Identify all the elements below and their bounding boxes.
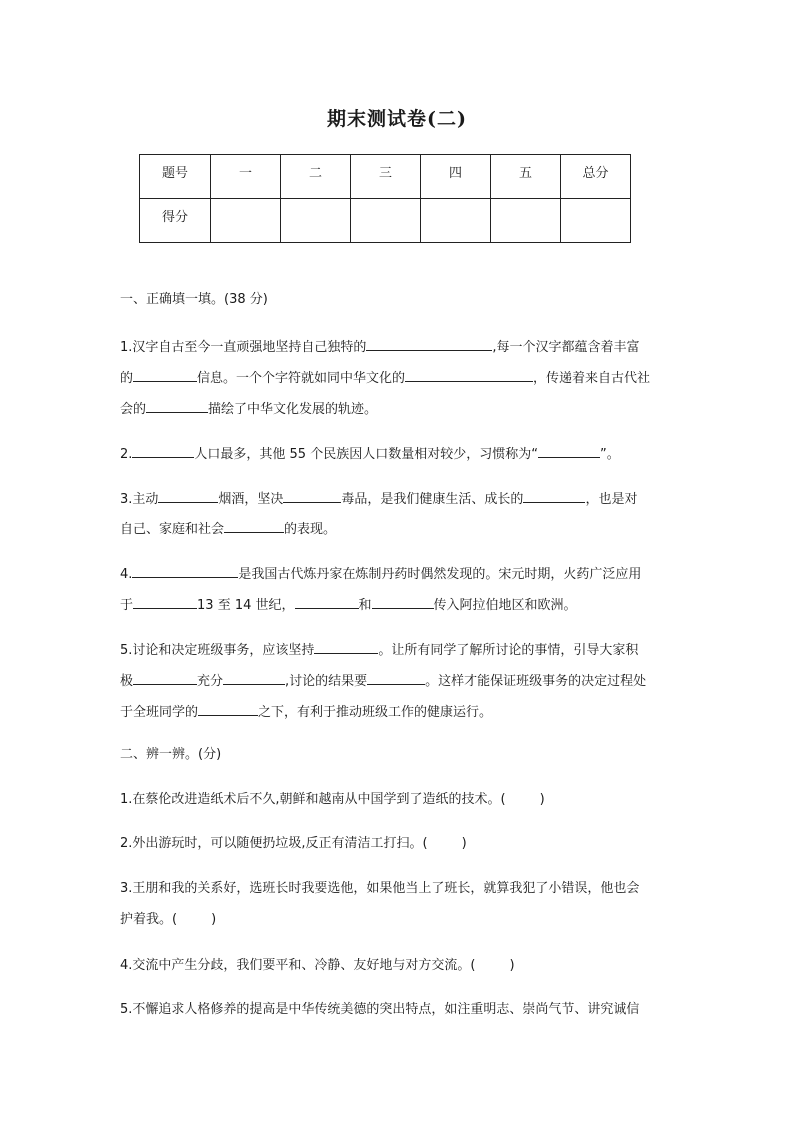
section2-heading: 二、辨一辨。(分) <box>120 747 222 762</box>
answer-blank[interactable] <box>198 703 258 716</box>
q1-line3: 会的 描绘了中华文化发展的轨迹。 <box>120 402 378 417</box>
header-cell-4: 四 <box>421 155 491 199</box>
score-cell-total[interactable] <box>561 199 631 243</box>
judge-q5-line1: 5.不懈追求人格修养的提高是中华传统美德的突出特点，如注重明志、崇尚气节、讲究诚信 <box>120 1002 640 1017</box>
answer-blank[interactable] <box>405 369 533 382</box>
header-cell-3: 三 <box>351 155 421 199</box>
answer-blank[interactable] <box>295 596 359 609</box>
score-cell[interactable] <box>281 199 351 243</box>
answer-blank[interactable] <box>538 445 600 458</box>
answer-blank[interactable] <box>367 672 425 685</box>
q5-line3: 于全班同学的 之下，有利于推动班级工作的健康运行。 <box>120 705 493 720</box>
judge-q3-line1: 3.王朋和我的关系好，选班长时我要选他，如果他当上了班长，就算我犯了小错误，他也会 <box>120 881 640 896</box>
q5-line1: 5.讨论和决定班级事务，应该坚持 。让所有同学了解所讨论的事情，引导大家积 <box>120 643 639 658</box>
answer-blank[interactable] <box>133 369 197 382</box>
answer-blank[interactable] <box>372 596 434 609</box>
q4-line2: 于 13 至 14 世纪， 和 传入阿拉伯地区和欧洲。 <box>120 598 577 613</box>
answer-blank[interactable] <box>158 490 218 503</box>
q4-line1: 4. 是我国古代炼丹家在炼制丹药时偶然发现的。宋元时期，火药广泛应用 <box>120 567 642 582</box>
answer-blank[interactable] <box>133 672 197 685</box>
header-cell-1: 一 <box>211 155 281 199</box>
score-cell[interactable] <box>421 199 491 243</box>
judge-q4: 4.交流中产生分歧，我们要平和、冷静、友好地与对方交流。( ) <box>120 958 515 973</box>
header-cell-2: 二 <box>281 155 351 199</box>
answer-blank[interactable] <box>314 641 378 654</box>
score-cell[interactable] <box>491 199 561 243</box>
exam-title: 期末测试卷(二) <box>327 108 467 130</box>
answer-blank[interactable] <box>283 490 341 503</box>
answer-blank[interactable] <box>146 400 208 413</box>
answer-blank[interactable] <box>132 565 238 578</box>
header-cell-total: 总分 <box>561 155 631 199</box>
q1-line1: 1.汉字自古至今一直顽强地坚持自己独特的 ,每一个汉字都蕴含着丰富 <box>120 340 640 355</box>
score-table <box>139 154 631 243</box>
answer-blank[interactable] <box>224 520 284 533</box>
judge-q2: 2.外出游玩时，可以随便扔垃圾,反正有清洁工打扫。( ) <box>120 836 467 851</box>
section1-heading: 一、正确填一填。(38 分) <box>120 292 268 307</box>
score-table-score-row <box>140 199 631 243</box>
score-cell[interactable] <box>211 199 281 243</box>
score-table-header-row <box>140 155 631 199</box>
score-cell[interactable] <box>351 199 421 243</box>
judge-q1: 1.在蔡伦改进造纸术后不久,朝鲜和越南从中国学到了造纸的技术。( ) <box>120 792 545 807</box>
header-cell-5: 五 <box>491 155 561 199</box>
answer-blank[interactable] <box>132 445 194 458</box>
header-cell-label: 题号 <box>140 155 211 199</box>
judge-q3-line2: 护着我。( ) <box>120 912 217 927</box>
q3-line1: 3.主动 烟酒，坚决 毒品，是我们健康生活、成长的 ，也是对 <box>120 492 638 507</box>
answer-blank[interactable] <box>523 490 585 503</box>
q5-line2: 极 充分 ,讨论的结果要 。这样才能保证班级事务的决定过程处 <box>120 674 647 689</box>
q2-line1: 2. 人口最多，其他 55 个民族因人口数量相对较少，习惯称为“ ”。 <box>120 447 620 462</box>
q1-line2: 的 信息。一个个字符就如同中华文化的 ，传递着来自古代社 <box>120 371 651 386</box>
score-row-label: 得分 <box>140 199 211 243</box>
answer-blank[interactable] <box>223 672 285 685</box>
answer-blank[interactable] <box>133 596 197 609</box>
answer-blank[interactable] <box>366 338 492 351</box>
q3-line2: 自己、家庭和社会 的表现。 <box>120 522 337 537</box>
